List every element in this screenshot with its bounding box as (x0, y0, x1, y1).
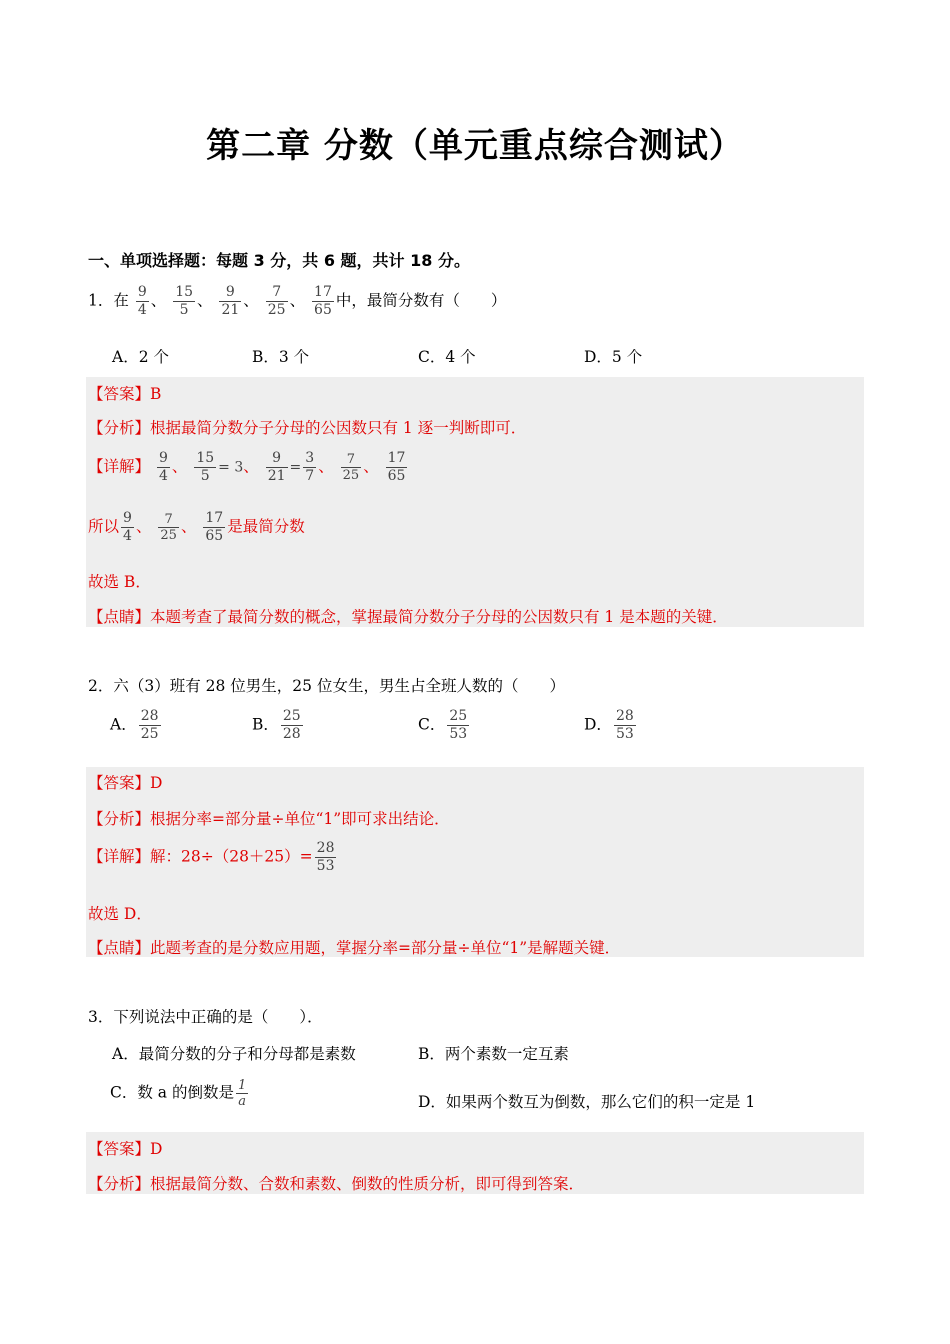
q2-option-c: C． $\frac{25}{53}$ (418, 708, 468, 742)
q1-option-a: A．2 个 (112, 348, 169, 366)
q1-choose: 故选 B． (88, 573, 151, 591)
q1-fraction: $\frac{9}{4}$ (137, 284, 147, 318)
q2-option-d: D． $\frac{28}{53}$ (584, 708, 634, 742)
q1-analysis: 【分析】根据最简分数分子分母的公因数只有 1 逐一判断即可． (88, 419, 527, 437)
q1-number: 1．在 (88, 291, 129, 310)
question-3-stem: 3．下列说法中正确的是（ ）． (88, 1008, 323, 1026)
q1-answer-box (86, 377, 864, 627)
q2-tip: 【点睛】此题考查的是分数应用题，掌握分率=部分量÷单位“1”是解题关键． (88, 939, 621, 957)
q3-option-a: A．最简分数的分子和分母都是素数 (112, 1045, 356, 1063)
q1-option-b: B．3 个 (252, 348, 310, 366)
q3-option-c: C．数 a 的倒数是 $\frac{1}{a}$ (110, 1078, 247, 1109)
q1-fraction: $\frac{15}{5}$ (175, 284, 194, 318)
q2-detail: 【详解】解：28÷（28＋25）= $\frac{28}{53}$ (88, 840, 335, 874)
q1-conclusion-fraction: $\frac{9}{4}$ (123, 510, 132, 544)
q2-answer: 【答案】D (88, 774, 163, 792)
q1-detail-fraction: $\frac{9}{21}$ (267, 450, 286, 484)
question-2-stem: 2．六（3）班有 28 位男生，25 位女生，男生占全班人数的（ ） (88, 677, 565, 695)
q1-stem-tail: 中，最简分数有（ ） (335, 291, 507, 310)
q3-answer: 【答案】D (88, 1140, 163, 1158)
q1-detail-fraction: $\frac{7}{25}$ (342, 452, 360, 483)
q1-fraction: $\frac{9}{21}$ (221, 284, 240, 318)
q1-fraction: $\frac{7}{25}$ (267, 284, 286, 318)
q1-detail-fraction: $\frac{3}{7}$ (305, 450, 315, 484)
section-heading: 一、单项选择题：每题 3 分，共 6 题，共计 18 分。 (88, 251, 470, 270)
q1-detail-fraction: $\frac{9}{4}$ (158, 450, 168, 484)
q2-option-b: B． $\frac{25}{28}$ (252, 708, 301, 742)
q1-detail: 【详解】 $\frac{9}{4}$ 、 $\frac{15}{5}$ = 3、 $\frac{9}{21}$ = $\frac{3}{7}$ 、 $\frac{7}{25}$ 、 $\frac{17}{65}$ (88, 450, 406, 484)
q3-option-d: D．如果两个数互为倒数，那么它们的积一定是 1 (418, 1093, 756, 1111)
q3-option-b: B．两个素数一定互素 (418, 1045, 569, 1063)
q1-fraction: $\frac{17}{65}$ (314, 284, 332, 318)
q1-option-c: C．4 个 (418, 348, 476, 366)
question-1-stem: 1．在 $\frac{9}{4}$ 、 $\frac{15}{5}$ 、 $\frac{9}{21}$ 、 $\frac{7}{25}$ 、 $\frac{17}{65}$ 中，最简分数有（ ） (88, 284, 507, 318)
q1-detail-label: 【详解】 (88, 457, 151, 476)
q1-conclusion-fraction: $\frac{17}{65}$ (205, 510, 224, 544)
q2-analysis: 【分析】根据分率=部分量÷单位“1”即可求出结论． (88, 810, 450, 828)
q1-detail-fraction: $\frac{17}{65}$ (387, 450, 406, 484)
q2-choose: 故选 D． (88, 905, 152, 923)
q1-option-d: D．5 个 (584, 348, 643, 366)
q1-detail-fraction: $\frac{15}{5}$ (196, 450, 215, 484)
q3-analysis: 【分析】根据最简分数、合数和素数、倒数的性质分析，即可得到答案． (88, 1175, 585, 1193)
q1-conclusion: 所以 $\frac{9}{4}$ 、 $\frac{7}{25}$ 、 $\frac{17}{65}$ 是最简分数 (88, 510, 305, 544)
q2-option-a: A． $\frac{28}{25}$ (110, 708, 159, 742)
page-title: 第二章 分数（单元重点综合测试） (206, 126, 744, 166)
q1-conclusion-fraction: $\frac{7}{25}$ (160, 512, 177, 543)
q1-tip: 【点睛】本题考查了最简分数的概念，掌握最简分数分子分母的公因数只有 1 是本题的关键． (88, 608, 728, 626)
q1-answer: 【答案】B (88, 385, 162, 403)
